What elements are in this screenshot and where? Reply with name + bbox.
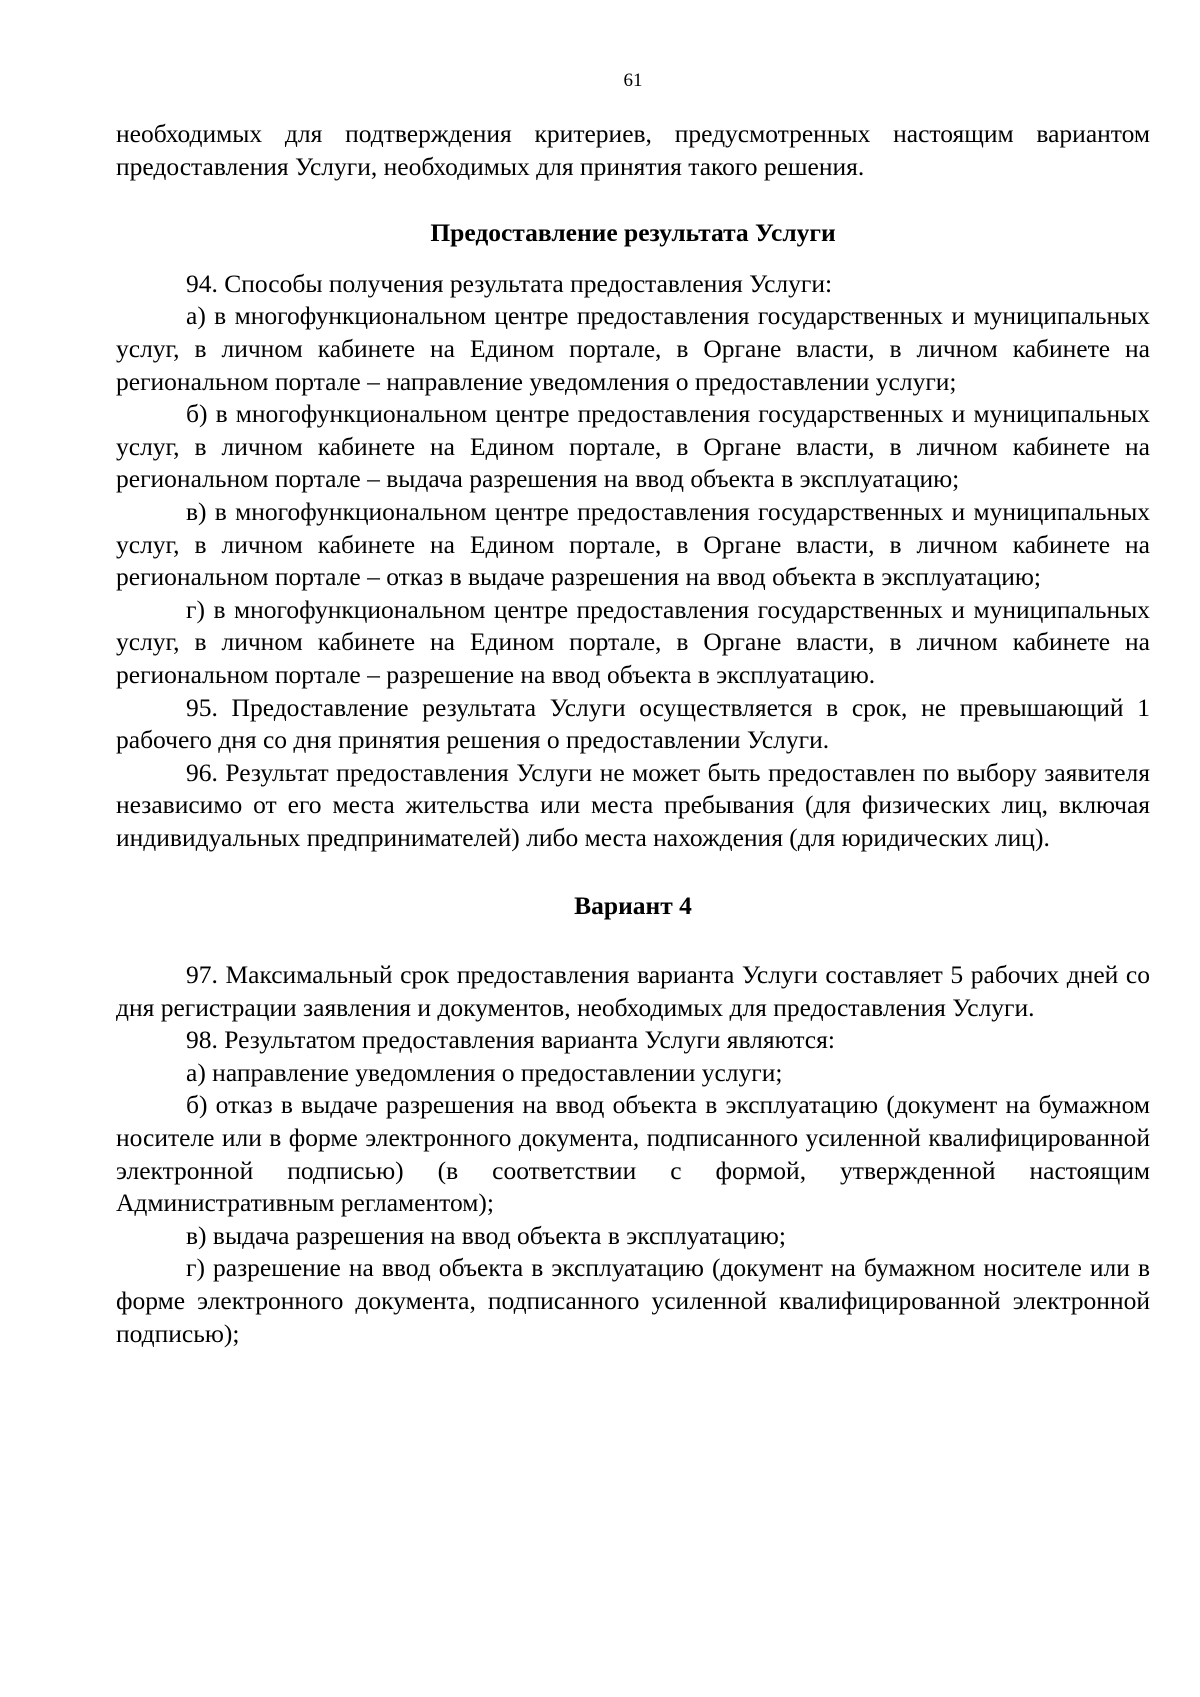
section-heading-variant: Вариант 4 xyxy=(574,891,692,921)
page-number: 61 xyxy=(623,70,643,91)
paragraph-98-g: г) разрешение на ввод объекта в эксплуатацию (документ на бумажном носителе или в форме электронного документа, подписанного усиленной квалифицированной электронной подписью); xyxy=(116,1253,1150,1348)
paragraph-98-v: в) выдача разрешения на ввод объекта в эксплуатацию; xyxy=(186,1220,786,1250)
paragraph-94: 94. Способы получения результата предоставления Услуги: xyxy=(186,268,833,298)
paragraph-97: 97. Максимальный срок предоставления варианта Услуги составляет 5 рабочих дней со дня регистрации заявления и документов, необходимых для предоставления Услуги. xyxy=(116,960,1150,1022)
paragraph-94-v: в) в многофункциональном центре предоставления государственных и муниципальных услуг, в личном кабинете на Едином портале, в Органе власти, в личном кабинете на региональном портале – отказ в выдаче разрешения на ввод объекта в эксплуатацию; xyxy=(116,496,1150,592)
paragraph-98-a: а) направление уведомления о предоставлении услуги; xyxy=(186,1057,783,1087)
paragraph-94-a: а) в многофункциональном центре предоставления государственных и муниципальных услуг, в личном кабинете на Едином портале, в Органе власти, в личном кабинете на региональном портале – направление уведомления о предоставлении услуги; xyxy=(116,301,1150,396)
paragraph-94-g: г) в многофункциональном центре предоставления государственных и муниципальных услуг, в личном кабинете на Едином портале, в Органе власти, в личном кабинете на региональном портале – разрешение на ввод объекта в эксплуатацию. xyxy=(116,594,1150,689)
intro-paragraph: необходимых для подтверждения критериев, предусмотренных настоящим вариантом предоставления Услуги, необходимых для принятия такого решения. xyxy=(116,119,1150,181)
paragraph-95: 95. Предоставление результата Услуги осуществляется в срок, не превышающий 1 рабочего дня со дня принятия решения о предоставлении Услуги. xyxy=(116,692,1150,755)
document-body xyxy=(116,118,1150,1350)
paragraph-98: 98. Результатом предоставления варианта Услуги являются: xyxy=(186,1025,835,1055)
paragraph-96: 96. Результат предоставления Услуги не может быть предоставлен по выбору заявителя независимо от его места жительства или места пребывания (для физических лиц, включая индивидуальных предпринимателей) либо места нахождения (для юридических лиц). xyxy=(116,757,1150,852)
section-heading-result: Предоставление результата Услуги xyxy=(430,218,836,248)
paragraph-94-b: б) в многофункциональном центре предоставления государственных и муниципальных услуг, в личном кабинете на Едином портале, в Органе власти, в личном кабинете на региональном портале – выдача разрешения на ввод объекта в эксплуатацию; xyxy=(116,399,1150,494)
paragraph-98-b: б) отказ в выдаче разрешения на ввод объекта в эксплуатацию (документ на бумажном носителе или в форме электронного документа, подписанного усиленной квалифицированной электронной подписью) (в соответствии с формой, утвержденной настоящим Административным регламентом); xyxy=(116,1090,1150,1218)
